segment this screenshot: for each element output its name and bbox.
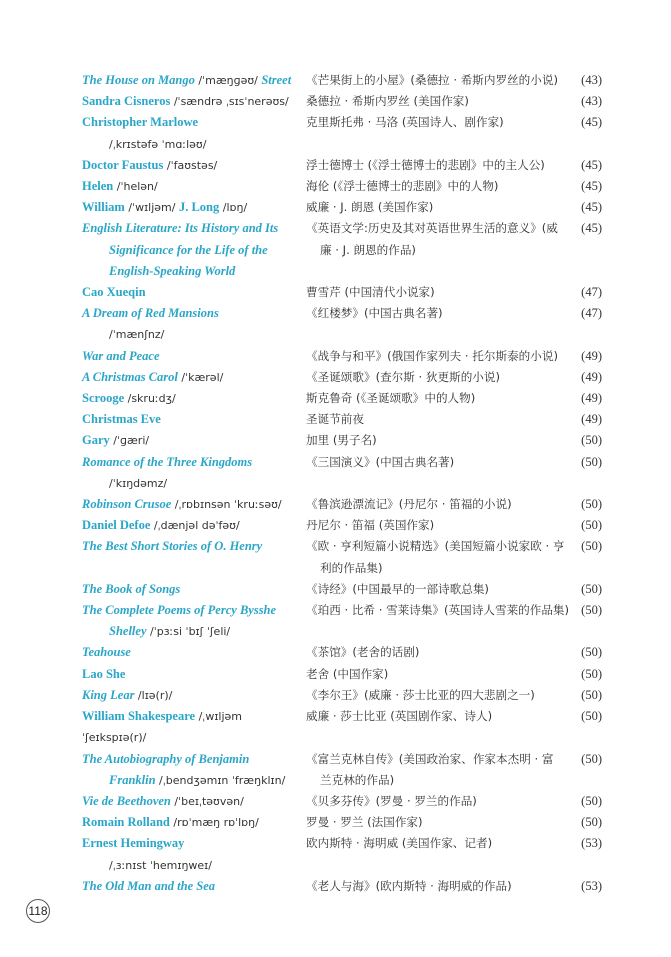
phonetic: /ˌdænjəl dəˈfəʊ/ — [150, 519, 240, 533]
english-term — [82, 749, 306, 791]
headword-title: War and Peace — [82, 348, 160, 363]
phonetic: /ˈɡæri/ — [109, 434, 150, 448]
glossary-entry — [82, 833, 602, 875]
phonetic: /lɪə(r)/ — [134, 688, 173, 702]
chinese-translation: 《红楼梦》(中国古典名著) — [306, 306, 443, 321]
english-term — [82, 197, 306, 218]
english-term — [82, 409, 306, 430]
headword-title: King Lear — [82, 687, 135, 702]
glossary-entry — [82, 282, 602, 303]
headword: Christmas Eve — [82, 412, 161, 427]
unit-page-ref: (50) — [581, 666, 602, 681]
unit-page-ref: (49) — [581, 348, 602, 363]
english-term — [82, 346, 306, 367]
unit-page-ref: (50) — [581, 751, 602, 766]
phonetic: /skruːdʒ/ — [124, 392, 176, 406]
headword-title: A Dream of Red Mansions — [82, 306, 219, 321]
glossary-entry — [82, 642, 602, 663]
headword-title: The House on Mango — [82, 73, 195, 87]
chinese-translation: 《英语文学:历史及其对英语世界生活的意义》(威 廉 · J. 朗恩的作品) — [306, 221, 558, 257]
unit-page-ref: (50) — [581, 709, 602, 724]
chinese-translation: 威廉 · J. 朗恩 (美国作家) — [306, 200, 434, 215]
glossary-entry — [82, 346, 602, 367]
english-term — [82, 282, 306, 303]
unit-page-ref: (43) — [581, 94, 602, 109]
headword: Lao She — [82, 666, 126, 681]
english-term — [82, 876, 306, 897]
english-term — [82, 70, 306, 91]
phonetic: /ˌɜːnɪst ˈhemɪŋweɪ/ — [109, 858, 212, 872]
unit-page-ref: (45) — [581, 179, 602, 194]
chinese-translation: 《芒果街上的小屋》(桑德拉 · 希斯内罗丝的小说) — [306, 73, 558, 87]
chinese-translation: 《战争与和平》(俄国作家列夫 · 托尔斯泰的小说) — [306, 348, 558, 363]
headword: Christopher Marlowe — [82, 115, 199, 130]
english-term — [82, 91, 306, 112]
glossary-entry — [82, 430, 602, 451]
english-term — [82, 452, 306, 494]
english-term — [82, 155, 306, 176]
glossary-entry — [82, 176, 602, 197]
chinese-translation: 浮士德博士 (《浮士德博士的悲剧》中的主人公) — [306, 157, 545, 172]
headword: Scrooge — [82, 391, 125, 406]
headword-title: The Book of Songs — [82, 581, 181, 596]
english-term — [82, 791, 306, 812]
chinese-translation: 《茶馆》(老舍的话剧) — [306, 645, 420, 660]
glossary-entry — [82, 409, 602, 430]
headword-title: Street — [261, 73, 292, 87]
headword: Doctor Faustus — [82, 157, 164, 172]
headword: Ernest Hemingway — [82, 836, 185, 851]
chinese-translation: 《贝多芬传》(罗曼 · 罗兰的作品) — [306, 793, 477, 808]
unit-page-ref: (50) — [581, 433, 602, 448]
glossary-list — [82, 70, 602, 897]
english-term — [82, 579, 306, 600]
unit-page-ref: (49) — [581, 369, 602, 384]
headword-title: Vie de Beethoven — [82, 793, 171, 808]
glossary-entry — [82, 579, 602, 600]
chinese-translation: 海伦 (《浮士德博士的悲剧》中的人物) — [306, 179, 499, 194]
phonetic: /ˈmæŋɡəʊ/ — [194, 74, 262, 87]
glossary-entry — [82, 706, 602, 748]
chinese-translation: 丹尼尔 · 笛福 (英国作家) — [306, 518, 435, 533]
headword-title: A Christmas Carol — [82, 369, 178, 384]
glossary-entry — [82, 749, 602, 791]
phonetic: /ˈhelən/ — [113, 180, 158, 194]
headword-title: The Complete Poems of Percy Bysshe — [82, 603, 277, 618]
chinese-translation: 斯克鲁奇 (《圣诞颂歌》中的人物) — [306, 391, 476, 406]
chinese-translation: 罗曼 · 罗兰 (法国作家) — [306, 815, 423, 830]
chinese-translation: 威廉 · 莎士比亚 (英国剧作家、诗人) — [306, 709, 493, 724]
phonetic: /ˈwɪljəm/ — [124, 201, 179, 215]
headword: Cao Xueqin — [82, 285, 146, 300]
unit-page-ref: (50) — [581, 603, 602, 618]
chinese-translation: 《李尔王》(威廉 · 莎士比亚的四大悲剧之一) — [306, 687, 535, 702]
english-term — [82, 176, 306, 197]
phonetic: /ˈpɜːsi ˈbɪʃ ˈʃeli/ — [146, 625, 231, 639]
unit-page-ref: (47) — [581, 285, 602, 300]
chinese-translation: 《鲁滨逊漂流记》(丹尼尔 · 笛福的小说) — [306, 497, 512, 512]
chinese-translation: 克里斯托弗 · 马洛 (英国诗人、剧作家) — [306, 115, 504, 130]
unit-page-ref: (50) — [581, 581, 602, 596]
headword-title: The Best Short Stories of O. Henry — [82, 539, 263, 554]
phonetic: /ˈkærəl/ — [177, 370, 224, 384]
chinese-translation: 圣诞节前夜 — [306, 412, 364, 427]
headword: William — [82, 200, 125, 215]
glossary-entry — [82, 452, 602, 494]
glossary-entry — [82, 876, 602, 897]
english-term — [82, 600, 306, 642]
phonetic: /ˈsændrə ˌsɪsˈnerəʊs/ — [170, 95, 289, 109]
chinese-translation: 《欧 · 亨利短篇小说精选》(美国短篇小说家欧 · 亨 利的作品集) — [306, 539, 565, 575]
glossary-entry — [82, 303, 602, 345]
chinese-translation: 《富兰克林自传》(美国政治家、作家本杰明 · 富 兰克林的作品) — [306, 751, 554, 787]
unit-page-ref: (49) — [581, 391, 602, 406]
chinese-translation: 《诗经》(中国最早的一部诗歌总集) — [306, 581, 489, 596]
unit-page-ref: (50) — [581, 687, 602, 702]
chinese-translation: 《三国演义》(中国古典名著) — [306, 454, 455, 469]
headword: Helen — [82, 179, 114, 194]
unit-page-ref: (49) — [581, 412, 602, 427]
phonetic: /ˈfaʊstəs/ — [163, 158, 218, 172]
glossary-entry — [82, 218, 602, 282]
english-term — [82, 515, 306, 536]
unit-page-ref: (45) — [581, 157, 602, 172]
headword: William Shakespeare — [82, 709, 196, 724]
glossary-entry — [82, 791, 602, 812]
headword: Daniel Defoe — [82, 518, 151, 533]
unit-page-ref: (50) — [581, 539, 602, 554]
glossary-entry — [82, 536, 602, 578]
chinese-translation: 老舍 (中国作家) — [306, 666, 389, 681]
page-number-badge: 118 — [26, 899, 50, 923]
unit-page-ref: (47) — [581, 306, 602, 321]
unit-page-ref: (50) — [581, 454, 602, 469]
english-term — [82, 642, 306, 663]
headword: Gary — [82, 433, 110, 448]
english-term — [82, 303, 306, 345]
phonetic: /ˈbeɪˌtəʊvən/ — [170, 794, 244, 808]
unit-page-ref: (45) — [581, 115, 602, 130]
chinese-translation: 《老人与海》(欧内斯特 · 海明威的作品) — [306, 878, 512, 893]
phonetic: /lɒŋ/ — [219, 201, 248, 215]
headword-title: Teahouse — [82, 645, 131, 660]
phonetic: /ˌkrɪstəfə ˈmɑːləʊ/ — [109, 137, 207, 151]
glossary-entry — [82, 388, 602, 409]
unit-page-ref: (45) — [581, 221, 602, 236]
unit-page-ref: (50) — [581, 518, 602, 533]
headword-title: The Old Man and the Sea — [82, 878, 216, 893]
english-term — [82, 218, 306, 282]
headword-title: English-Speaking World — [109, 263, 236, 278]
glossary-entry — [82, 197, 602, 218]
glossary-entry — [82, 112, 602, 154]
chinese-translation: 欧内斯特 · 海明威 (美国作家、记者) — [306, 836, 493, 851]
chinese-translation: 加里 (男子名) — [306, 433, 377, 448]
english-term — [82, 536, 306, 578]
headword: J. Long — [178, 200, 220, 215]
chinese-translation: 《珀西 · 比希 · 雪莱诗集》(英国诗人雪莱的作品集) — [306, 603, 570, 618]
phonetic: /ˌrɒbɪnsən ˈkruːsəʊ/ — [171, 498, 282, 512]
glossary-entry — [82, 664, 602, 685]
glossary-entry — [82, 155, 602, 176]
headword-title: Shelley — [109, 624, 147, 639]
english-term — [82, 494, 306, 515]
headword: Romain Rolland — [82, 815, 170, 830]
english-term — [82, 430, 306, 451]
phonetic: /ˌbendʒəmɪn ˈfræŋklɪn/ — [155, 773, 286, 787]
glossary-entry — [82, 70, 602, 91]
english-term — [82, 833, 306, 875]
phonetic: /ˌwɪljəm ˈʃeɪkspɪə(r)/ — [82, 710, 242, 745]
unit-page-ref: (43) — [581, 73, 602, 87]
glossary-entry — [82, 367, 602, 388]
unit-page-ref: (53) — [581, 878, 602, 893]
unit-page-ref: (45) — [581, 200, 602, 215]
unit-page-ref: (50) — [581, 497, 602, 512]
glossary-entry — [82, 600, 602, 642]
english-term — [82, 112, 306, 154]
english-term — [82, 685, 306, 706]
glossary-entry — [82, 91, 602, 112]
headword-title: Significance for the Life of the — [109, 242, 268, 257]
english-term — [82, 812, 306, 833]
phonetic: /rɒˈmæŋ rɒˈlɒŋ/ — [169, 816, 259, 830]
glossary-entry — [82, 515, 602, 536]
english-term — [82, 367, 306, 388]
unit-page-ref: (50) — [581, 815, 602, 830]
phonetic: /ˈmænʃnz/ — [109, 328, 165, 342]
headword-title: English Literature: Its History and Its — [82, 221, 279, 236]
glossary-entry — [82, 494, 602, 515]
english-term — [82, 664, 306, 685]
glossary-entry — [82, 685, 602, 706]
unit-page-ref: (53) — [581, 836, 602, 851]
english-term — [82, 706, 306, 748]
english-term — [82, 388, 306, 409]
headword-title: The Autobiography of Benjamin — [82, 751, 250, 766]
headword-title: Romance of the Three Kingdoms — [82, 454, 253, 469]
headword-title: Franklin — [109, 772, 156, 787]
glossary-entry — [82, 812, 602, 833]
chinese-translation: 《圣诞颂歌》(查尔斯 · 狄更斯的小说) — [306, 369, 501, 384]
headword: Sandra Cisneros — [82, 94, 171, 109]
unit-page-ref: (50) — [581, 645, 602, 660]
chinese-translation: 曹雪芹 (中国清代小说家) — [306, 285, 435, 300]
phonetic: /ˈkɪŋdəmz/ — [109, 476, 168, 490]
unit-page-ref: (50) — [581, 793, 602, 808]
chinese-translation: 桑德拉 · 希斯内罗丝 (美国作家) — [306, 94, 469, 109]
headword-title: Robinson Crusoe — [82, 497, 172, 512]
